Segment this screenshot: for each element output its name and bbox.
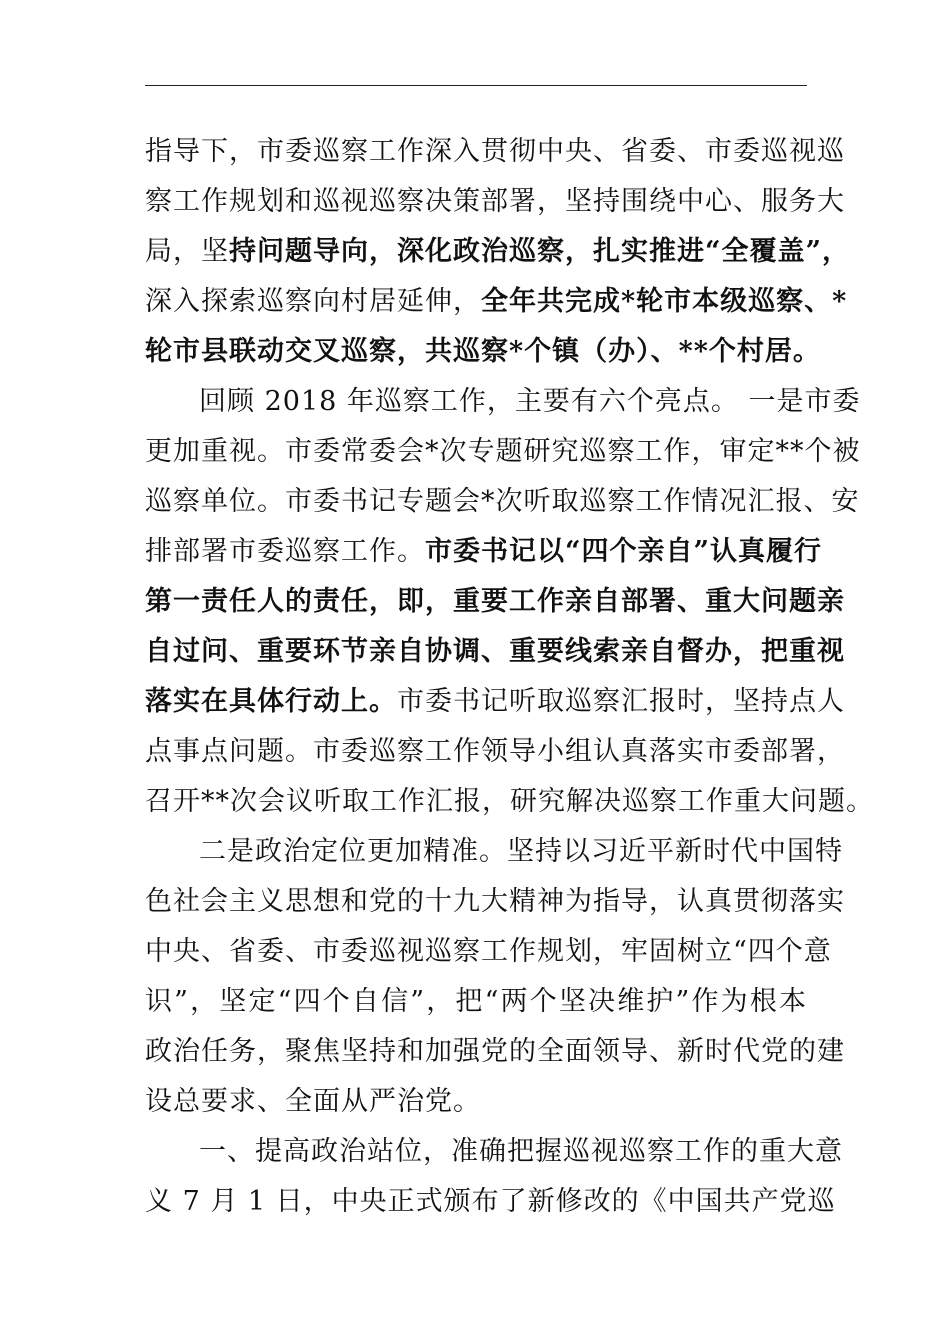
bold-text-segment: 第一责任人的责任，即，重要工作亲自部署、重大问题亲	[145, 586, 845, 617]
text-line	[145, 535, 823, 569]
text-line	[145, 635, 845, 669]
text-segment: 指导下，市委巡察工作深入贯彻中央、省委、市委巡视巡	[145, 136, 845, 167]
text-line	[145, 1185, 836, 1219]
text-segment: 中央、省委、市委巡视巡察工作规划，牢固树立“四个意	[145, 936, 832, 967]
bold-text-segment: 全年共完成*轮市本级巡察、*	[481, 286, 848, 317]
text-segment: 局，坚	[145, 236, 229, 267]
text-segment: 义 7 月 1 日，中央正式颁布了新修改的《中国共产党巡	[145, 1186, 836, 1217]
text-segment: 排部署市委巡察工作。	[145, 536, 425, 567]
text-line	[145, 185, 845, 219]
text-line	[145, 235, 851, 269]
text-segment: 察工作规划和巡视巡察决策部署，坚持围绕中心、服务大	[145, 186, 845, 217]
text-line	[145, 885, 845, 919]
text-segment: 一、提高政治站位，准确把握巡视巡察工作的重大意	[199, 1136, 843, 1167]
text-line	[145, 135, 845, 169]
text-segment: 色社会主义思想和党的十九大精神为指导，认真贯彻落实	[145, 886, 845, 917]
bold-text-segment: 市委书记以“四个亲自”认真履行	[425, 536, 823, 567]
text-line	[145, 285, 848, 319]
bold-text-segment: 持问题导向，深化政治巡察，扎实推进“全覆盖”，	[229, 236, 851, 267]
text-segment: 巡察单位。市委书记专题会*次听取巡察工作情况汇报、安	[145, 486, 860, 517]
text-segment: 政治任务，聚焦坚持和加强党的全面领导、新时代党的建	[145, 1036, 845, 1067]
text-segment: 识”，坚定“四个自信”，把“两个坚决维护”作为根本	[145, 986, 807, 1017]
text-segment: 召开**次会议听取工作汇报，研究解决巡察工作重大问题。	[145, 786, 874, 817]
text-line	[145, 785, 874, 819]
text-segment: 回顾 2018 年巡察工作，主要有六个亮点。 一是市委	[199, 386, 861, 417]
bold-text-segment: 落实在具体行动上。	[145, 686, 397, 717]
text-line	[145, 585, 845, 619]
text-segment: 点事点问题。市委巡察工作领导小组认真落实市委部署，	[145, 736, 845, 767]
bold-text-segment: 轮市县联动交叉巡察，共巡察*个镇（办）、**个村居。	[145, 336, 821, 367]
text-line	[145, 385, 861, 419]
header-rule	[145, 85, 807, 86]
text-line	[145, 1085, 807, 1119]
text-line	[145, 685, 845, 719]
text-line	[145, 1135, 843, 1169]
text-segment: 更加重视。市委常委会*次专题研究巡察工作，审定**个被	[145, 436, 861, 467]
text-line	[145, 985, 807, 1019]
text-line	[145, 835, 843, 869]
text-line	[145, 735, 845, 769]
text-line	[145, 1035, 845, 1069]
text-segment: 设总要求、全面从严治党。	[145, 1086, 481, 1117]
text-line	[145, 335, 821, 369]
bold-text-segment: 自过问、重要环节亲自协调、重要线索亲自督办，把重视	[145, 636, 845, 667]
text-segment: 二是政治定位更加精准。坚持以习近平新时代中国特	[199, 836, 843, 867]
text-line	[145, 935, 832, 969]
text-line	[145, 485, 860, 519]
text-segment: 市委书记听取巡察汇报时，坚持点人	[397, 686, 845, 717]
text-segment: 深入探索巡察向村居延伸，	[145, 286, 481, 317]
text-line	[145, 435, 861, 469]
